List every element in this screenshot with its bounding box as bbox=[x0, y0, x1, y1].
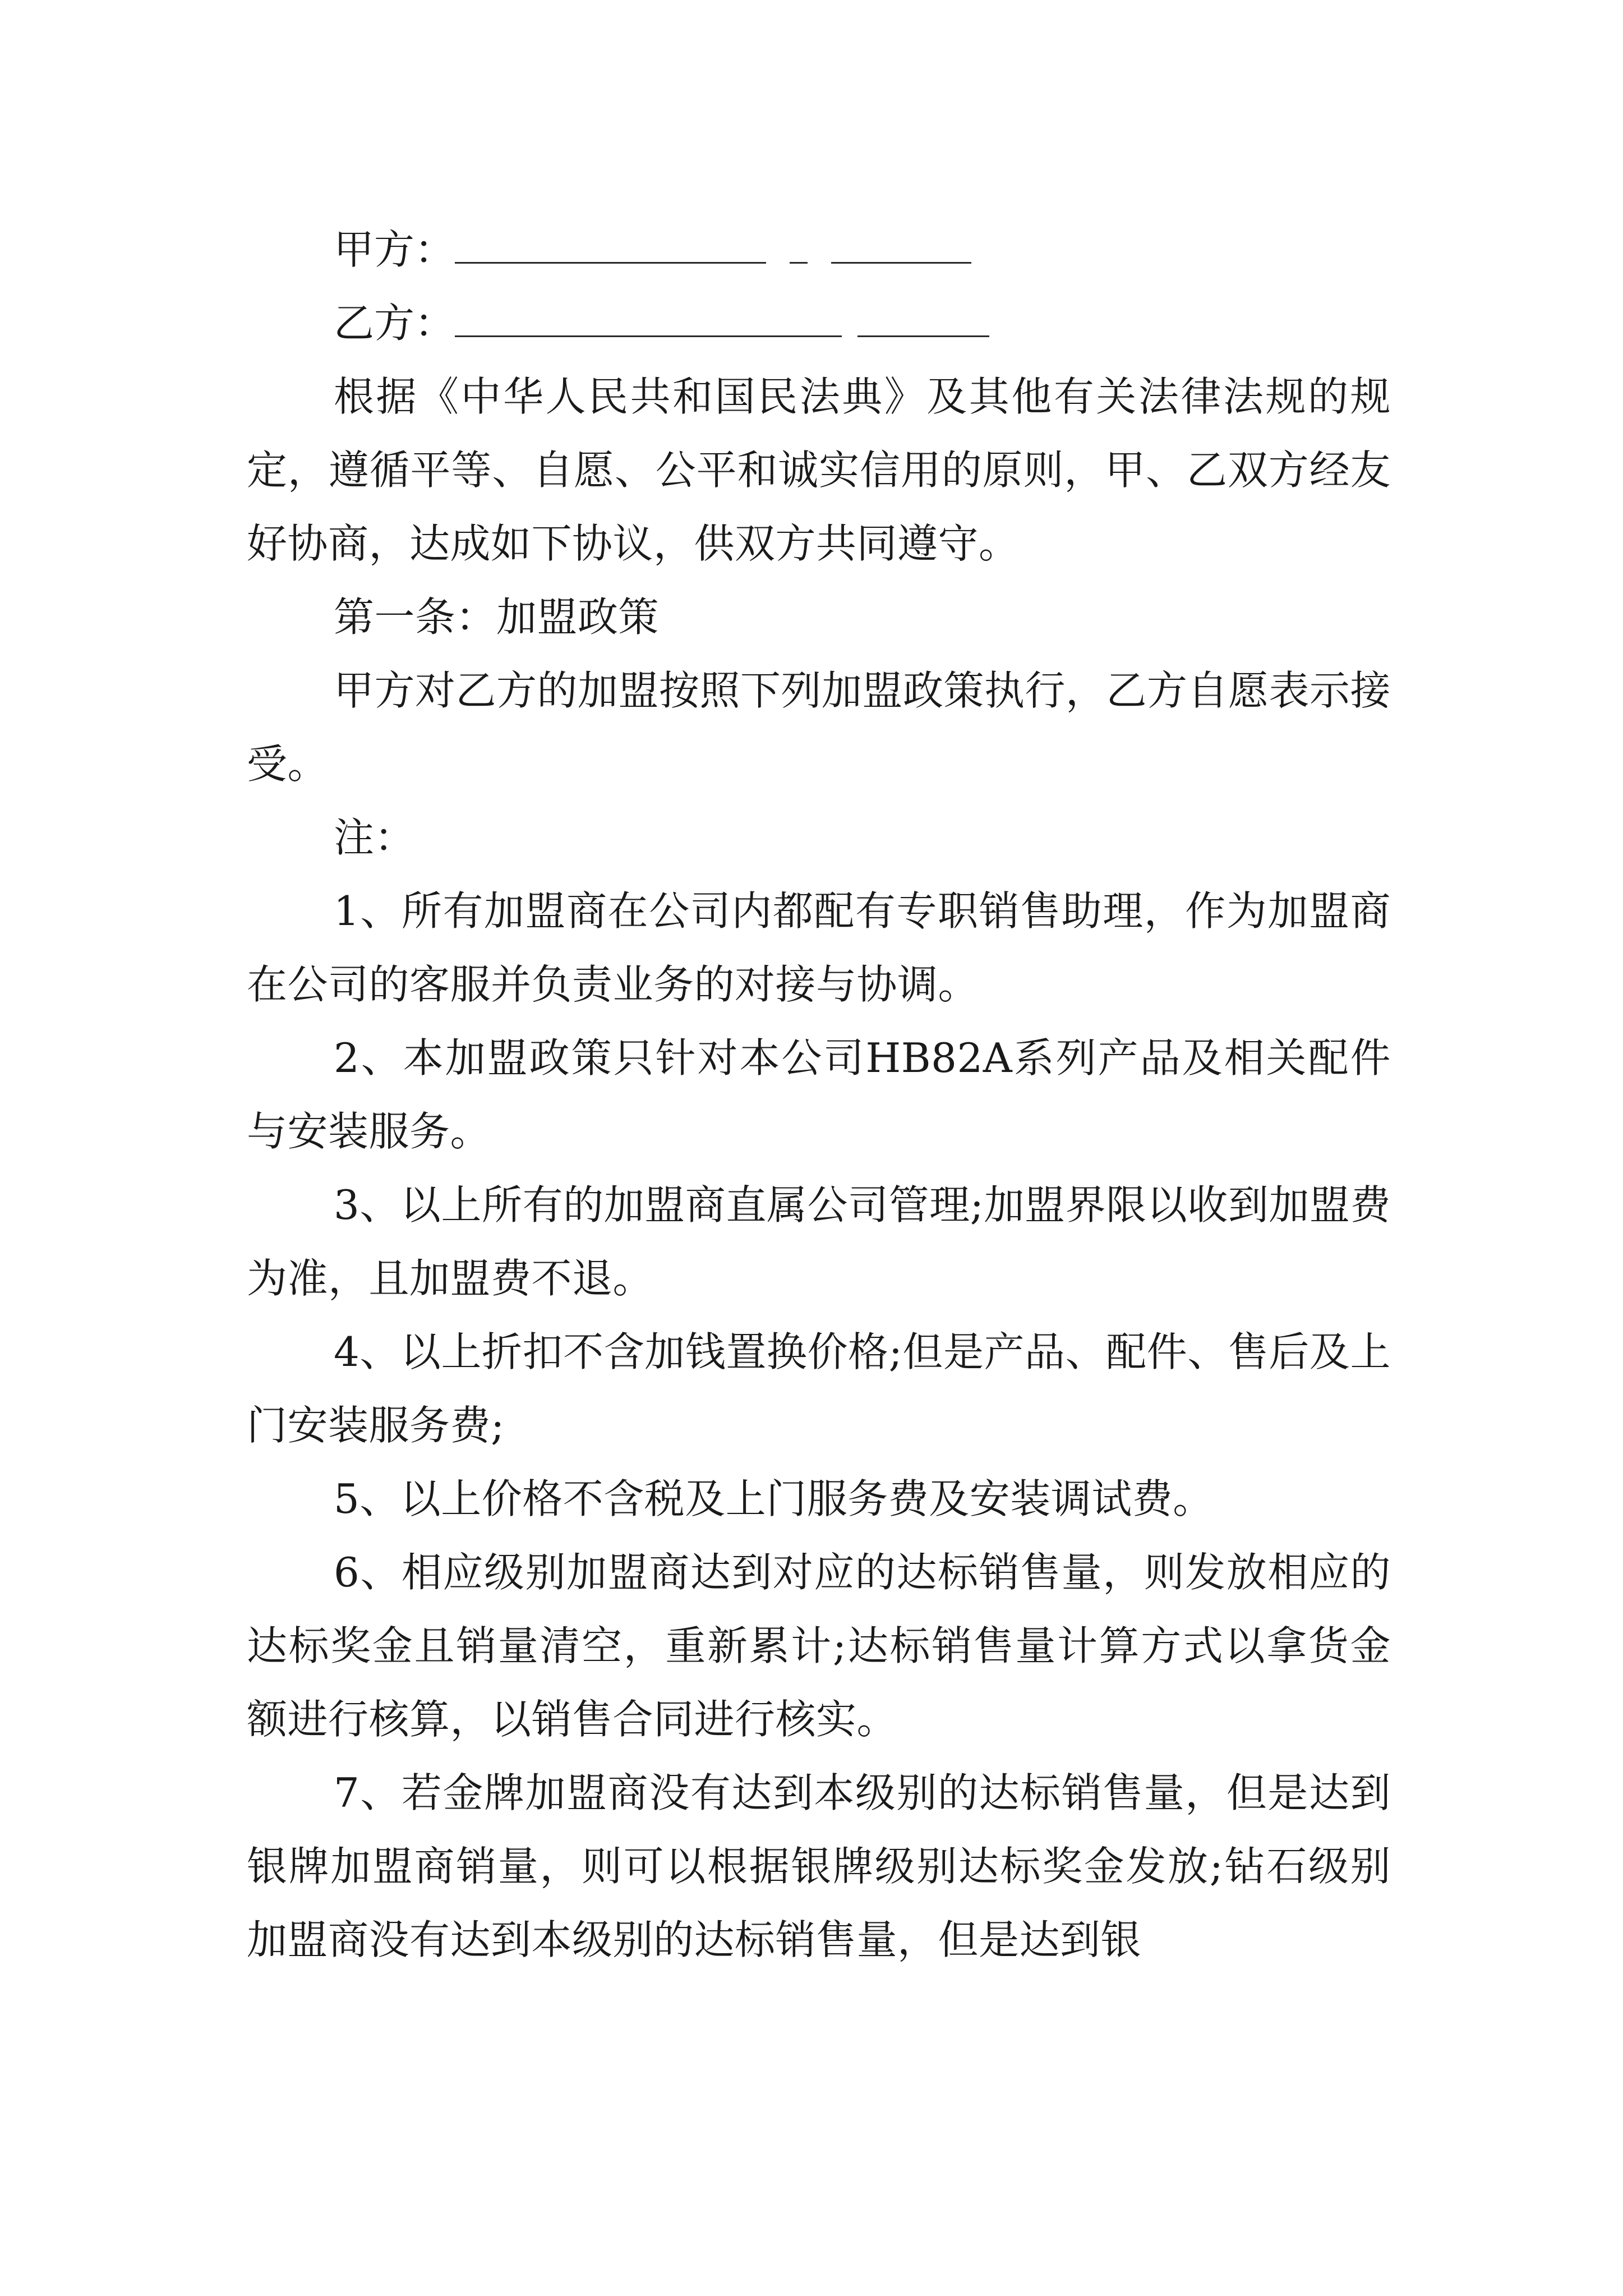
party-b-name-blank bbox=[455, 302, 842, 337]
document-page bbox=[247, 213, 1391, 1977]
party-a-label: 甲方： bbox=[334, 226, 455, 273]
note-item-6: 6、相应级别加盟商达到对应的达标销售量，则发放相应的达标奖金且销量清空，重新累计;达标销售量计算方式以拿货金额进行核算，以销售合同进行核实。 bbox=[247, 1549, 1391, 1743]
party-b-extra-blank bbox=[857, 302, 989, 337]
note-item-2: 2、本加盟政策只针对本公司HB82A系列产品及相关配件与安装服务。 bbox=[247, 1034, 1391, 1155]
party-b-line bbox=[247, 287, 1391, 360]
party-a-name-blank bbox=[455, 228, 766, 264]
article1-text: 甲方对乙方的加盟按照下列加盟政策执行，乙方自愿表示接受。 bbox=[247, 667, 1391, 788]
intro-paragraph: 根据《中华人民共和国民法典》及其他有关法律法规的规定，遵循平等、自愿、公平和诚实信用的原则，甲、乙双方经友好协商，达成如下协议，供双方共同遵守。 bbox=[247, 373, 1391, 567]
note-item-5: 5、以上价格不含税及上门服务费及安装调试费。 bbox=[334, 1475, 1214, 1522]
note-label: 注： bbox=[334, 814, 416, 861]
article1-title: 第一条：加盟政策 bbox=[334, 593, 660, 641]
note-item-4: 4、以上折扣不含加钱置换价格;但是产品、配件、售后及上门安装服务费; bbox=[247, 1328, 1391, 1449]
note-item-7: 7、若金牌加盟商没有达到本级别的达标销售量，但是达到银牌加盟商销量，则可以根据银牌级别达标奖金发放;钻石级别加盟商没有达到本级别的达标销售量，但是达到银 bbox=[247, 1769, 1391, 1963]
party-a-extra-blank bbox=[831, 228, 971, 264]
party-a-line bbox=[247, 213, 1391, 287]
party-b-label: 乙方： bbox=[334, 300, 455, 347]
note-item-3: 3、以上所有的加盟商直属公司管理;加盟界限以收到加盟费为准，且加盟费不退。 bbox=[247, 1181, 1391, 1302]
note-item-1: 1、所有加盟商在公司内都配有专职销售助理，作为加盟商在公司的客服并负责业务的对接与协调。 bbox=[247, 887, 1391, 1008]
party-a-separator-blank bbox=[790, 228, 808, 264]
